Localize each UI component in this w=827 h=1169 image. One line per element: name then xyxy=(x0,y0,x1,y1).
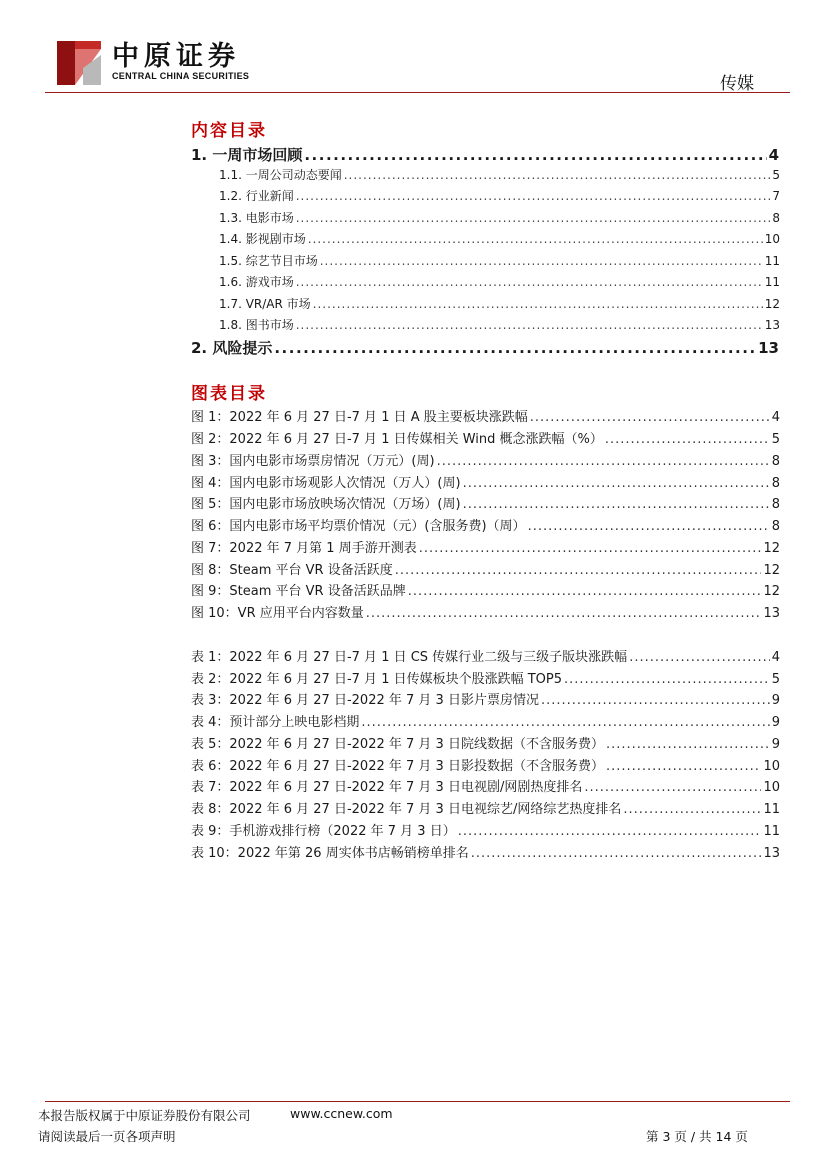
toc-entry-page: 5 xyxy=(772,168,780,182)
toc-title: 内容目录 xyxy=(191,121,267,141)
toc-entry-label: 1.6. 游戏市场 xyxy=(219,275,294,289)
figure-entry-page: 12 xyxy=(763,563,780,578)
leader-dots xyxy=(584,780,761,795)
leader-dots xyxy=(296,189,771,203)
toc-entry-label: 2. 风险提示 xyxy=(191,339,273,357)
table-entry-label: 表 4：预计部分上映电影档期 xyxy=(191,715,360,730)
leader-dots xyxy=(530,410,770,425)
toc-entry-page: 11 xyxy=(764,275,780,289)
leader-dots xyxy=(471,846,762,861)
table-entry-label: 表 6：2022 年 6 月 27 日-2022 年 7 月 3 日影投数据（不含服务费） xyxy=(191,759,604,774)
toc-entry-page: 7 xyxy=(772,189,780,203)
toc-entry[interactable] xyxy=(219,252,780,269)
figure-entry-page: 8 xyxy=(771,454,780,469)
figure-entry-label: 图 3：国内电影市场票房情况（万元）(周) xyxy=(191,454,435,469)
table-entry-label: 表 10：2022 年第 26 周实体书店畅销榜单排名 xyxy=(191,846,469,861)
figure-entry[interactable] xyxy=(191,450,780,469)
table-entry[interactable] xyxy=(191,755,780,774)
figure-entry-page: 8 xyxy=(771,476,780,491)
figure-entry-label: 图 1：2022 年 6 月 27 日-7 月 1 日 A 股主要板块涨跌幅 xyxy=(191,410,528,425)
table-entry-page: 11 xyxy=(763,824,780,839)
table-entry-page: 13 xyxy=(763,846,780,861)
leader-dots xyxy=(419,541,762,556)
company-name-cn: 中原证券 xyxy=(112,41,240,72)
leader-dots xyxy=(606,759,762,774)
leader-dots xyxy=(623,802,761,817)
figure-entry[interactable] xyxy=(191,559,780,578)
company-logo-mark xyxy=(54,38,104,88)
toc-entry-label: 1.2. 行业新闻 xyxy=(219,189,294,203)
table-entry-label: 表 7：2022 年 6 月 27 日-2022 年 7 月 3 日电视剧/网剧热度排名 xyxy=(191,780,583,795)
table-entry-page: 9 xyxy=(771,737,780,752)
leader-dots xyxy=(463,476,770,491)
leader-dots xyxy=(629,650,770,665)
figures-title: 图表目录 xyxy=(191,384,267,404)
figure-entry-label: 图 10：VR 应用平台内容数量 xyxy=(191,606,364,621)
leader-dots xyxy=(308,232,763,246)
leader-dots xyxy=(296,318,763,332)
figure-entry[interactable] xyxy=(191,602,780,621)
table-entry-page: 11 xyxy=(763,802,780,817)
leader-dots xyxy=(366,606,762,621)
figure-entry[interactable] xyxy=(191,493,780,512)
toc-entry-page: 8 xyxy=(772,211,780,225)
figure-entry-label: 图 2：2022 年 6 月 27 日-7 月 1 日传媒相关 Wind 概念涨跌幅（%） xyxy=(191,432,603,447)
table-entry-label: 表 3：2022 年 6 月 27 日-2022 年 7 月 3 日影片票房情况 xyxy=(191,693,539,708)
table-entry[interactable] xyxy=(191,711,780,730)
leader-dots xyxy=(296,275,763,289)
company-name-en: CENTRAL CHINA SECURITIES xyxy=(112,71,250,81)
toc-entry[interactable] xyxy=(191,337,779,358)
figure-entry-label: 图 9：Steam 平台 VR 设备活跃品牌 xyxy=(191,584,406,599)
table-entry[interactable] xyxy=(191,668,780,687)
toc-entry-page: 4 xyxy=(768,146,779,164)
table-entry[interactable] xyxy=(191,646,780,665)
table-entry[interactable] xyxy=(191,776,780,795)
figure-entry-label: 图 5：国内电影市场放映场次情况（万场）(周) xyxy=(191,497,461,512)
figure-entry-label: 图 4：国内电影市场观影人次情况（万人）(周) xyxy=(191,476,461,491)
toc-entry[interactable] xyxy=(191,144,779,165)
figure-entry-page: 12 xyxy=(763,584,780,599)
page-indicator: 第 3 页 / 共 14 页 xyxy=(646,1129,748,1144)
report-category: 传媒 xyxy=(720,74,754,94)
toc-entry-label: 1. 一周市场回顾 xyxy=(191,146,303,164)
toc-entry[interactable] xyxy=(219,295,780,312)
leader-dots xyxy=(274,339,756,357)
table-entry[interactable] xyxy=(191,798,780,817)
figure-entry-page: 12 xyxy=(763,541,780,556)
figure-entry-label: 图 6：国内电影市场平均票价情况（元）(含服务费)（周） xyxy=(191,519,526,534)
toc-entry[interactable] xyxy=(219,166,780,183)
figure-entry[interactable] xyxy=(191,472,780,491)
leader-dots xyxy=(437,454,770,469)
disclaimer-notice: 请阅读最后一页各项声明 xyxy=(38,1129,176,1144)
toc-entry-label: 1.4. 影视剧市场 xyxy=(219,232,306,246)
leader-dots xyxy=(361,715,769,730)
figure-entry[interactable] xyxy=(191,537,780,556)
leader-dots xyxy=(395,563,762,578)
toc-entry-page: 13 xyxy=(758,339,779,357)
table-entry-page: 5 xyxy=(771,672,780,687)
table-entry[interactable] xyxy=(191,733,780,752)
leader-dots xyxy=(304,146,766,164)
leader-dots xyxy=(564,672,770,687)
table-entry-label: 表 2：2022 年 6 月 27 日-7 月 1 日传媒板块个股涨跌幅 TOP5 xyxy=(191,672,563,687)
table-entry-page: 9 xyxy=(771,715,780,730)
figure-entry[interactable] xyxy=(191,580,780,599)
figure-entry-page: 4 xyxy=(771,410,780,425)
toc-entry-label: 1.7. VR/AR 市场 xyxy=(219,297,311,311)
table-entry-label: 表 8：2022 年 6 月 27 日-2022 年 7 月 3 日电视综艺/网络综艺热度排名 xyxy=(191,802,622,817)
toc-entry[interactable] xyxy=(219,316,780,333)
website-link[interactable]: www.ccnew.com xyxy=(290,1106,393,1121)
toc-entry-page: 12 xyxy=(764,297,780,311)
table-entry-label: 表 1：2022 年 6 月 27 日-7 月 1 日 CS 传媒行业二级与三级子版块涨跌幅 xyxy=(191,650,628,665)
figure-entry[interactable] xyxy=(191,515,780,534)
figure-entry-label: 图 8：Steam 平台 VR 设备活跃度 xyxy=(191,563,393,578)
toc-entry-label: 1.5. 综艺节目市场 xyxy=(219,254,318,268)
table-entry[interactable] xyxy=(191,842,780,861)
table-entry-page: 10 xyxy=(763,780,780,795)
table-entry[interactable] xyxy=(191,820,780,839)
figure-entry-label: 图 7：2022 年 7 月第 1 周手游开测表 xyxy=(191,541,417,556)
leader-dots xyxy=(541,693,770,708)
figure-entry[interactable] xyxy=(191,428,780,447)
leader-dots xyxy=(320,254,763,268)
figure-entry-page: 8 xyxy=(771,519,780,534)
copyright-notice: 本报告版权属于中原证券股份有限公司 xyxy=(38,1108,251,1123)
figure-entry-page: 5 xyxy=(771,432,780,447)
toc-entry-label: 1.3. 电影市场 xyxy=(219,211,294,225)
toc-entry-label: 1.1. 一周公司动态要闻 xyxy=(219,168,342,182)
table-entry-label: 表 9：手机游戏排行榜（2022 年 7 月 3 日） xyxy=(191,824,456,839)
table-entry-label: 表 5：2022 年 6 月 27 日-2022 年 7 月 3 日院线数据（不含服务费） xyxy=(191,737,604,752)
toc-entry-page: 11 xyxy=(764,254,780,268)
toc-entry-page: 13 xyxy=(764,318,780,332)
figure-entry[interactable] xyxy=(191,406,780,425)
leader-dots xyxy=(458,824,762,839)
leader-dots xyxy=(344,168,771,182)
leader-dots xyxy=(313,297,763,311)
leader-dots xyxy=(528,519,770,534)
table-entry-page: 9 xyxy=(771,693,780,708)
table-entry[interactable] xyxy=(191,689,780,708)
figure-entry-page: 8 xyxy=(771,497,780,512)
header-divider xyxy=(45,92,790,93)
toc-entry-page: 10 xyxy=(764,232,780,246)
leader-dots xyxy=(463,497,770,512)
leader-dots xyxy=(296,211,771,225)
toc-entry[interactable] xyxy=(219,230,780,247)
table-entry-page: 10 xyxy=(763,759,780,774)
toc-entry[interactable] xyxy=(219,273,780,290)
figure-entry-page: 13 xyxy=(763,606,780,621)
leader-dots xyxy=(606,737,770,752)
leader-dots xyxy=(408,584,762,599)
toc-entry[interactable] xyxy=(219,209,780,226)
toc-entry[interactable] xyxy=(219,187,780,204)
table-entry-page: 4 xyxy=(771,650,780,665)
leader-dots xyxy=(605,432,770,447)
footer-divider xyxy=(45,1101,790,1102)
toc-entry-label: 1.8. 图书市场 xyxy=(219,318,294,332)
